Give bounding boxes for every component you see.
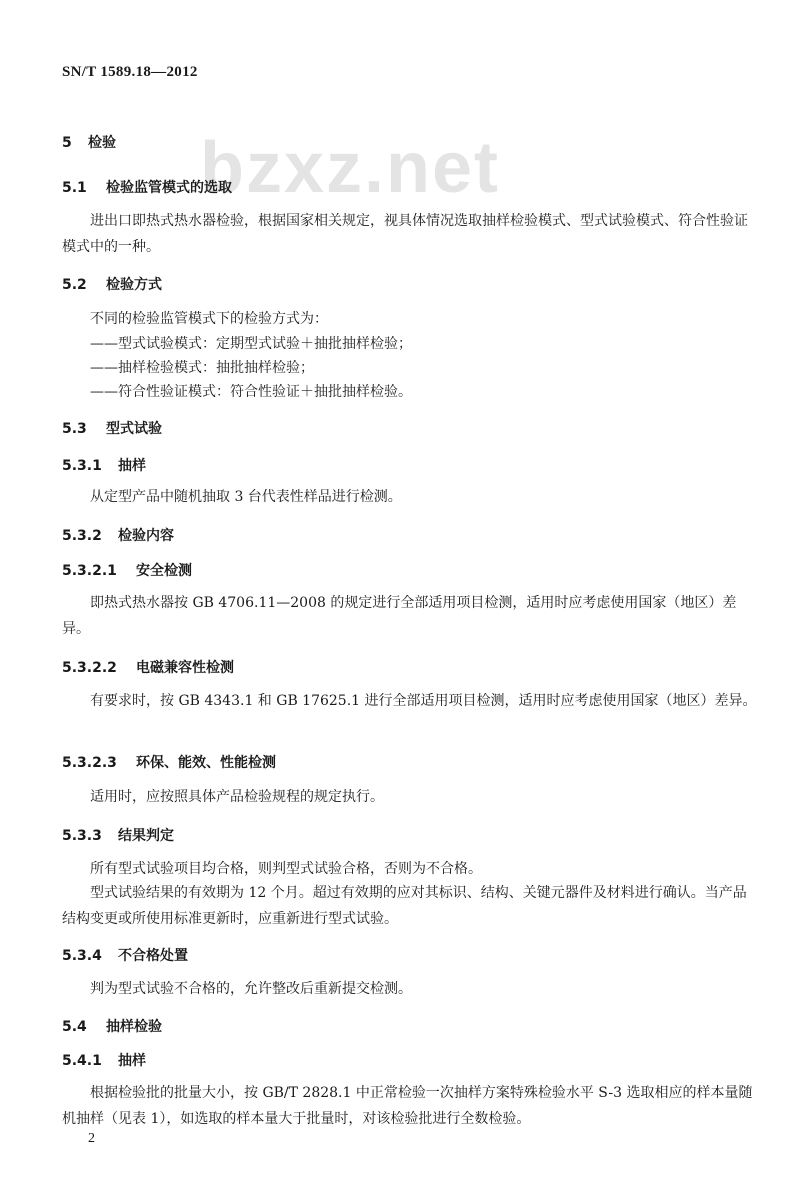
- section-5-3-3-body-2: 型式试验结果的有效期为 12 个月。超过有效期的应对其标识、结构、关键元器件及材料进行确认。当产品结构变更或所使用标准更新时，应重新进行型式试验。: [62, 885, 747, 927]
- section-5-3-2-1-heading: [62, 560, 192, 580]
- section-number: 5.1: [62, 180, 87, 196]
- list-item: ——抽样检验模式：抽批抽样检验；: [90, 360, 314, 376]
- section-number: 5.3.4: [62, 948, 102, 964]
- section-number: 5.4: [62, 1019, 87, 1035]
- section-5-3-2-2-body: 有要求时，按 GB 4343.1 和 GB 17625.1 进行全部适用项目检测，适用时应考虑使用国家（地区）差异。: [90, 693, 757, 709]
- section-number: 5.3.3: [62, 828, 102, 844]
- list-item: ——符合性验证模式：符合性验证＋抽批抽样检验。: [90, 384, 412, 400]
- section-5-2-heading: [62, 274, 162, 294]
- section-5-3-4-body: 判为型式试验不合格的，允许整改后重新提交检测。: [90, 981, 412, 997]
- standard-code: SN/T 1589.18—2012: [62, 64, 198, 80]
- section-5-1-heading: [62, 177, 232, 197]
- section-5-3-3-body-1: 所有型式试验项目均合格，则判型式试验合格，否则为不合格。: [90, 861, 482, 877]
- section-title: 检验方式: [106, 277, 162, 293]
- section-number: 5.3: [62, 421, 87, 437]
- section-5-heading: [62, 132, 116, 152]
- section-5-3-3-heading: [62, 825, 174, 845]
- section-5-2-intro: 不同的检验监管模式下的检验方式为：: [90, 311, 328, 327]
- section-title: 结果判定: [118, 828, 174, 844]
- section-number: 5.3.2.1: [62, 563, 117, 579]
- section-5-4-1-body: 根据检验批的批量大小，按 GB/T 2828.1 中正常检验一次抽样方案特殊检验水平 S-3 选取相应的样本量随机抽样（见表 1），如选取的样本量大于批量时，对该检验批进行全数检验。: [62, 1085, 753, 1127]
- section-title: 抽样: [118, 1053, 146, 1069]
- section-5-3-2-heading: [62, 525, 174, 545]
- section-number: 5.3.2.2: [62, 660, 117, 676]
- section-5-3-2-2-heading: [62, 657, 234, 677]
- section-title: 电磁兼容性检测: [136, 660, 234, 676]
- section-5-4-1-heading: [62, 1050, 146, 1070]
- section-title: 抽样: [118, 458, 146, 474]
- section-5-4-heading: [62, 1016, 162, 1036]
- section-title: 型式试验: [106, 421, 162, 437]
- section-number: 5: [62, 135, 72, 151]
- section-5-3-2-1-body: 即热式热水器按 GB 4706.11—2008 的规定进行全部适用项目检测，适用时应考虑使用国家（地区）差异。: [62, 595, 737, 637]
- section-number: 5.3.1: [62, 458, 102, 474]
- section-title: 检验: [88, 135, 116, 151]
- section-title: 抽样检验: [106, 1019, 162, 1035]
- section-5-3-heading: [62, 418, 162, 438]
- section-number: 5.3.2.3: [62, 755, 117, 771]
- section-5-3-2-3-heading: [62, 752, 276, 772]
- section-title: 检验监管模式的选取: [106, 180, 232, 196]
- section-5-3-2-3-body: 适用时，应按照具体产品检验规程的规定执行。: [90, 789, 384, 805]
- section-5-3-1-heading: [62, 455, 146, 475]
- section-number: 5.2: [62, 277, 87, 293]
- section-title: 安全检测: [136, 563, 192, 579]
- section-number: 5.4.1: [62, 1053, 102, 1069]
- section-5-3-1-body: 从定型产品中随机抽取 3 台代表性样品进行检测。: [90, 489, 402, 505]
- section-title: 环保、能效、性能检测: [136, 755, 276, 771]
- list-item: ——型式试验模式：定期型式试验＋抽批抽样检验；: [90, 336, 412, 352]
- section-title: 检验内容: [118, 528, 174, 544]
- section-5-3-4-heading: [62, 945, 188, 965]
- watermark: bzxz.net: [200, 128, 501, 208]
- page-number: 2: [88, 1131, 95, 1146]
- section-number: 5.3.2: [62, 528, 102, 544]
- section-title: 不合格处置: [118, 948, 188, 964]
- section-5-1-body: 进出口即热式热水器检验，根据国家相关规定，视具体情况选取抽样检验模式、型式试验模式、符合性验证模式中的一种。: [62, 213, 748, 255]
